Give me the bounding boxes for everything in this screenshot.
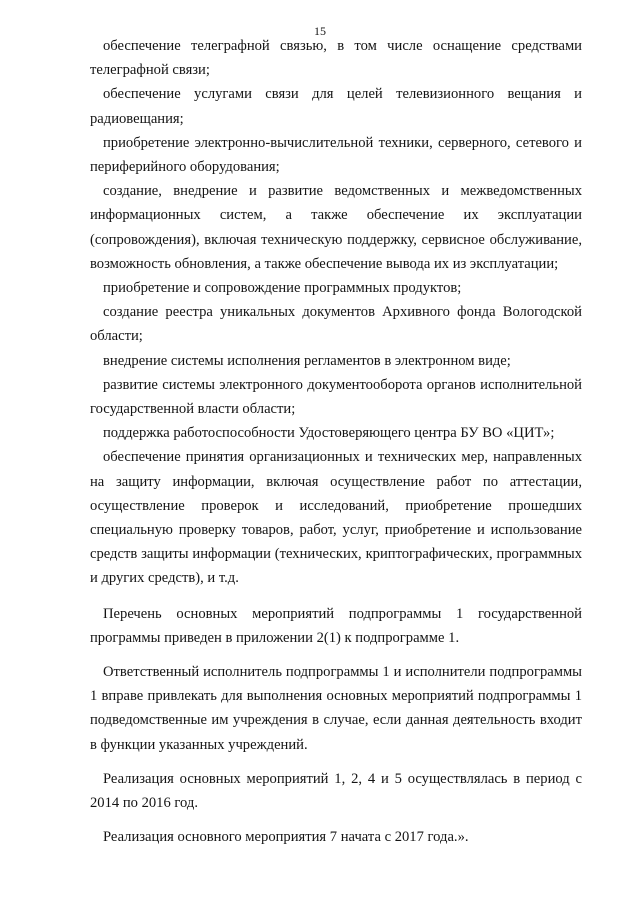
list-item-information-systems: создание, внедрение и развитие ведомственных и межведомственных информационных систем, а также обеспечение их эксплуатации (сопровождения), включая техническую поддержку, сервисное обслуживание, возможность обновления, а также обеспечение вывода их из эксплуатации; — [90, 183, 582, 272]
list-item-regulations: внедрение системы исполнения регламентов в электронном виде; — [103, 352, 511, 369]
page-number: 15 — [314, 24, 326, 38]
list-item-broadcasting: обеспечение услугами связи для целей телевизионного вещания и радиовещания; — [90, 86, 582, 127]
paragraph-implementation-period: Реализация основных мероприятий 1, 2, 4 и 5 осуществлялась в период с 2014 по 2016 год. — [90, 770, 582, 812]
document-body — [90, 34, 582, 850]
list-item-information-protection: обеспечение принятия организационных и технических мер, направленных на защиту информации, включая осуществление работ по аттестации, осуществление проверок и исследований, приобретение прошедших специальную проверку товаров, работ, услуг, приобретение и использование средств защиты информации (технических, криптографических, программных и других средств), и т.д. — [90, 449, 582, 587]
list-item-document-flow: развитие системы электронного документооборота органов исполнительной государственной власти области; — [90, 376, 582, 418]
paragraph-activities-list: Перечень основных мероприятий подпрограммы 1 государственной программы приведен в приложении 2(1) к подпрограмме 1. — [90, 605, 582, 646]
list-item-archive-registry: создание реестра уникальных документов Архивного фонда Вологодской области; — [90, 304, 582, 345]
list-item-telegraph: обеспечение телеграфной связью, в том числе оснащение средствами телеграфной связи; — [90, 38, 582, 79]
list-item-hardware: приобретение электронно-вычислительной техники, серверного, сетевого и периферийного оборудования; — [90, 134, 582, 176]
paragraph-responsible-executor: Ответственный исполнитель подпрограммы 1 и исполнители подпрограммы 1 вправе привлекать для выполнения основных мероприятий подпрограммы 1 подведомственные им учреждения в случае, если данная деятельность входит в функции указанных учреждений. — [90, 664, 582, 753]
paragraph-activity-7-start: Реализация основного мероприятия 7 начата с 2017 года.». — [103, 829, 469, 846]
list-item-software: приобретение и сопровождение программных продуктов; — [103, 280, 462, 297]
list-item-certification-center: поддержка работоспособности Удостоверяющего центра БУ ВО «ЦИТ»; — [103, 425, 555, 442]
